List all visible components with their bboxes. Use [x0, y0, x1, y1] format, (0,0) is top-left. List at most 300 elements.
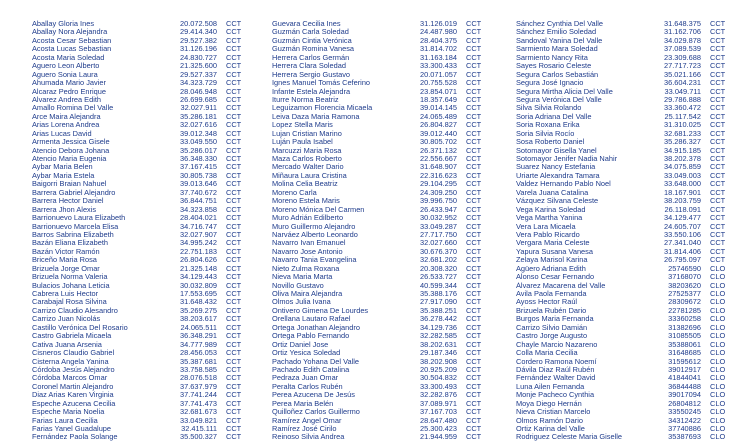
- category-code: CCT: [226, 381, 242, 391]
- list-row: [272, 290, 498, 298]
- person-name: Ontivero Gimena De Lourdes: [272, 306, 369, 315]
- list-row: [516, 433, 730, 441]
- category-code: CCT: [466, 390, 482, 400]
- list-row: [32, 231, 258, 239]
- document-number: 38.202.378: [664, 154, 701, 163]
- document-number: 32.681.673: [180, 407, 217, 417]
- person-name: Guzmán Cintia Verónica: [272, 36, 352, 45]
- person-name: Leiva Daza Maria Ramona: [272, 112, 360, 121]
- person-name: Perea Azucena De Jesús: [272, 391, 355, 400]
- person-name: Diaz Arias Karen Virginia: [32, 391, 114, 400]
- list-row: [32, 88, 258, 96]
- list-column-2: [272, 20, 498, 442]
- person-name: Pachado Yohana Del Valle: [272, 357, 359, 366]
- category-code: CCT: [226, 78, 242, 88]
- person-name: Brizuela Rubén Dario: [516, 306, 587, 315]
- category-code: CCT: [226, 356, 242, 366]
- category-code: CLO: [710, 390, 726, 400]
- category-code: CCT: [466, 356, 482, 366]
- person-name: Carrizo Silvio Damián: [516, 323, 588, 332]
- category-code: CCT: [466, 196, 482, 206]
- person-name: Navarro Ivan Emanuel: [272, 239, 346, 248]
- category-code: CCT: [466, 179, 482, 189]
- category-code: CCT: [710, 187, 726, 197]
- person-name: Pedraza Juan Omar: [272, 374, 339, 383]
- document-number: 38203620: [668, 280, 701, 290]
- document-number: 28.046.948: [180, 86, 217, 96]
- category-code: CCT: [466, 398, 482, 408]
- list-row: [32, 71, 258, 79]
- list-row: [32, 189, 258, 197]
- person-name: Quilloñez Carlos Guillermo: [272, 408, 360, 417]
- person-name: Sánchez Emilio Soledad: [516, 28, 597, 37]
- list-row: [272, 20, 498, 28]
- person-name: Sánchez Cynthia Del Valle: [516, 20, 603, 28]
- category-code: CCT: [466, 35, 482, 45]
- person-name: Silva Silvia Rolando: [516, 104, 582, 113]
- list-row: [32, 358, 258, 366]
- document-number: 22.556.667: [420, 154, 457, 163]
- person-name: Burgos Maria Fernanda: [516, 315, 594, 324]
- person-name: Marcuzzi Maria Rosa: [272, 146, 342, 155]
- list-row: [32, 408, 258, 416]
- document-number: 39.013.646: [180, 179, 217, 189]
- document-number: 38.202.631: [420, 339, 457, 349]
- list-row: [272, 180, 498, 188]
- person-name: Mercado Walter Dario: [272, 163, 344, 172]
- list-row: [272, 71, 498, 79]
- document-number: 37.741.473: [180, 398, 217, 408]
- document-number: 33.049.003: [664, 170, 701, 180]
- person-name: Arce Maira Alejandra: [32, 112, 101, 121]
- list-row: [272, 383, 498, 391]
- list-row: [272, 341, 498, 349]
- person-name: Arias Lorena Andrea: [32, 121, 100, 130]
- document-number: 26.795.097: [664, 255, 701, 265]
- document-number: 27.341.040: [664, 238, 701, 248]
- person-name: Coronel Martin Alejandro: [32, 382, 114, 391]
- category-code: CCT: [466, 61, 482, 71]
- category-code: CCT: [466, 19, 482, 28]
- list-row: [32, 172, 258, 180]
- person-name: Herrera Carlos Germán: [272, 53, 350, 62]
- list-row: [32, 62, 258, 70]
- list-row: [272, 96, 498, 104]
- person-name: Sotomayor Gisella Yanel: [516, 146, 597, 155]
- category-code: CLO: [710, 289, 726, 298]
- document-number: 20.755.528: [420, 78, 457, 88]
- category-code: CCT: [226, 229, 242, 239]
- document-number: 24.065.511: [180, 322, 217, 332]
- list-row: [32, 239, 258, 247]
- category-code: CCT: [226, 196, 242, 206]
- document-number: 37.089.971: [420, 398, 457, 408]
- person-name: Bazán Victor Ramón: [32, 247, 100, 256]
- document-number: 41844041: [668, 373, 701, 383]
- document-number: 36.348.330: [180, 154, 217, 163]
- category-code: CCT: [226, 52, 242, 62]
- person-name: Cativa Juana Arsenia: [32, 340, 102, 349]
- category-code: CCT: [710, 52, 726, 62]
- list-row: [32, 256, 258, 264]
- category-code: CCT: [710, 111, 726, 121]
- list-row: [272, 231, 498, 239]
- person-name: Acosta Cesar Sebastian: [32, 36, 112, 45]
- document-number: 31085505: [668, 331, 701, 341]
- document-number: 32.282.585: [420, 331, 457, 341]
- list-row: [32, 332, 258, 340]
- person-name: Segura Carlos Sebastián: [516, 70, 599, 79]
- document-number: 34.915.185: [664, 145, 701, 155]
- document-number: 34.323.858: [180, 204, 217, 214]
- category-code: CCT: [466, 407, 482, 417]
- person-name: Uriarte Alexandra Tamara: [516, 171, 600, 180]
- list-row: [32, 425, 258, 433]
- person-name: Moreno Estela Maris: [272, 197, 340, 206]
- document-number: 25.300.423: [420, 424, 457, 433]
- document-number: 27.717.750: [420, 229, 457, 239]
- document-number: 31.126.019: [420, 19, 457, 28]
- list-row: [272, 408, 498, 416]
- document-number: 29.414.340: [180, 27, 217, 37]
- list-row: [272, 349, 498, 357]
- list-row: [32, 138, 258, 146]
- category-code: CCT: [466, 272, 482, 282]
- person-name: Molina Celia Beatriz: [272, 180, 338, 189]
- person-name: Ortiz Daniel Jose: [272, 340, 329, 349]
- list-row: [32, 28, 258, 36]
- document-number: 27.917.090: [420, 297, 457, 307]
- category-code: CCT: [710, 120, 726, 130]
- list-row: [32, 433, 258, 441]
- document-number: 37.089.539: [664, 44, 701, 54]
- list-row: [272, 121, 498, 129]
- category-code: CCT: [466, 305, 482, 315]
- category-code: CCT: [466, 213, 482, 223]
- person-name: Dávila Diaz Raúl Rubén: [516, 365, 595, 374]
- person-name: Bulacios Johana Leticia: [32, 281, 110, 290]
- list-row: [272, 248, 498, 256]
- person-name: Bazán Eliana Elizabeth: [32, 239, 109, 248]
- category-code: CLO: [710, 356, 726, 366]
- category-code: CCT: [710, 27, 726, 37]
- document-number: 37.167.415: [180, 162, 217, 172]
- category-code: CCT: [226, 154, 242, 163]
- document-number: 34.075.859: [664, 162, 701, 172]
- document-number: 33360258: [668, 314, 701, 324]
- person-name: Moya Diego Hernán: [516, 399, 582, 408]
- person-name: Brizuela Norma Valeria: [32, 273, 108, 282]
- list-row: [272, 239, 498, 247]
- document-number: 35387693: [668, 432, 701, 442]
- list-row: [272, 155, 498, 163]
- category-code: CLO: [710, 305, 726, 315]
- person-name: Vega Martha Yanina: [516, 214, 583, 223]
- list-row: [32, 96, 258, 104]
- person-name: Cisneros Claudio Gabriel: [32, 349, 115, 358]
- person-name: Olmos Ramón Dario: [516, 416, 583, 425]
- document-number: 30.805.738: [180, 170, 217, 180]
- category-code: CCT: [226, 348, 242, 358]
- document-number: 34.323.729: [180, 78, 217, 88]
- document-number: 27525377: [668, 289, 701, 298]
- document-number: 21.325.600: [180, 61, 217, 71]
- document-number: 39.014.145: [420, 103, 457, 113]
- category-code: CCT: [710, 86, 726, 96]
- document-number: 31.648.375: [664, 19, 701, 28]
- category-code: CCT: [466, 187, 482, 197]
- list-row: [272, 138, 498, 146]
- person-name: Miñaura Laura Cristina: [272, 171, 347, 180]
- list-row: [272, 79, 498, 87]
- document-number: 28.456.053: [180, 348, 217, 358]
- document-number: 31.310.025: [664, 120, 701, 130]
- document-number: 33.049.821: [180, 415, 217, 425]
- person-name: Ayoss Hector Raúl: [516, 298, 578, 307]
- category-code: CLO: [710, 424, 726, 433]
- list-row: [272, 332, 498, 340]
- document-number: 29.187.346: [420, 348, 457, 358]
- person-name: Novillo Gustavo: [272, 281, 324, 290]
- person-name: Valdez Hernando Pablo Noel: [516, 180, 611, 189]
- person-name: Ahumada Mario Javier: [32, 79, 106, 88]
- list-row: [32, 290, 258, 298]
- person-name: Vergara Maria Celeste: [516, 239, 590, 248]
- document-number: 37.740.672: [180, 187, 217, 197]
- document-number: 21.944.959: [420, 432, 457, 442]
- person-name: Nieva Cristian Marcelo: [516, 408, 591, 417]
- list-row: [272, 62, 498, 70]
- person-name: Muro Guillermo Alejandro: [272, 222, 356, 231]
- list-row: [32, 349, 258, 357]
- category-code: CCT: [466, 238, 482, 248]
- person-name: Barrionuevo Marcela Elisa: [32, 222, 119, 231]
- document-number: 28.404.375: [420, 35, 457, 45]
- document-number: 34.995.242: [180, 238, 217, 248]
- person-name: Barrionuevo Laura Elizabeth: [32, 214, 126, 223]
- category-code: CCT: [466, 263, 482, 273]
- person-name: Barrera Gabriel Alejandro: [32, 188, 116, 197]
- category-code: CCT: [710, 213, 726, 223]
- person-name: Muro Adrián Edilberto: [272, 214, 344, 223]
- document-number: 26804812: [668, 398, 701, 408]
- document-number: 33.648.000: [664, 179, 701, 189]
- person-name: Vera Lara Micaela: [516, 222, 576, 231]
- category-code: CCT: [226, 432, 242, 442]
- category-code: CCT: [466, 69, 482, 79]
- document-number: 35.388.251: [420, 305, 457, 315]
- document-number: 22.316.623: [420, 170, 457, 180]
- list-row: [272, 256, 498, 264]
- document-number: 26.533.727: [420, 272, 457, 282]
- person-name: Aybar Maria Belen: [32, 163, 93, 172]
- category-code: CCT: [466, 162, 482, 172]
- document-number: 35.388.176: [420, 289, 457, 298]
- category-code: CCT: [710, 204, 726, 214]
- category-code: CCT: [466, 424, 482, 433]
- list-row: [32, 130, 258, 138]
- person-name: Yapura Susana Vanesa: [516, 247, 593, 256]
- list-row: [272, 391, 498, 399]
- person-name: Cordero Ramona Noemí: [516, 357, 597, 366]
- person-name: Ortiz Yesica Soledad: [272, 349, 341, 358]
- document-number: 40.599.344: [420, 280, 457, 290]
- document-number: 36.348.291: [180, 331, 217, 341]
- person-name: Segura José Ignacio: [516, 79, 584, 88]
- person-name: Ortega Jonathan Alejandro: [272, 323, 360, 332]
- category-code: CLO: [710, 407, 726, 417]
- category-code: CCT: [226, 246, 242, 256]
- document-number: 38.203.617: [180, 314, 217, 324]
- category-code: CCT: [710, 162, 726, 172]
- list-row: [32, 37, 258, 45]
- category-code: CCT: [226, 322, 242, 332]
- person-name: Luna Ailen Fernanda: [516, 382, 585, 391]
- document-number: 31.814.406: [664, 246, 701, 256]
- person-name: Olmos Julia Ivana: [272, 298, 331, 307]
- person-name: Fernández Paola Solange: [32, 433, 118, 442]
- document-number: 39.996.750: [420, 196, 457, 206]
- person-name: Alvarez Andrea Edith: [32, 95, 102, 104]
- person-name: Ortiz Karina del Valle: [516, 425, 585, 433]
- category-code: CCT: [226, 61, 242, 71]
- document-number: 33.049.550: [180, 137, 217, 147]
- category-code: CCT: [226, 19, 242, 28]
- category-code: CCT: [226, 407, 242, 417]
- category-code: CCT: [226, 314, 242, 324]
- category-code: CCT: [226, 221, 242, 231]
- category-code: CCT: [226, 69, 242, 79]
- category-code: CCT: [710, 221, 726, 231]
- document-number: 37.637.979: [180, 381, 217, 391]
- category-code: CCT: [466, 52, 482, 62]
- person-name: Atencio Maria Eugenia: [32, 155, 107, 163]
- list-row: [272, 315, 498, 323]
- person-name: Vázquez Silvana Celeste: [516, 197, 599, 206]
- person-name: Aballay Nora Alejandra: [32, 28, 108, 37]
- category-code: CCT: [226, 86, 242, 96]
- person-name: Guzmán Carla Soledad: [272, 28, 349, 37]
- category-code: CLO: [710, 280, 726, 290]
- list-column-1: [32, 20, 258, 442]
- category-code: CCT: [466, 280, 482, 290]
- list-row: [272, 298, 498, 306]
- person-name: Oliva Maira Alejandra: [272, 290, 343, 298]
- list-row: [272, 113, 498, 121]
- document-number: 31.814.702: [420, 44, 457, 54]
- category-code: CCT: [226, 162, 242, 172]
- category-code: CCT: [710, 69, 726, 79]
- list-row: [32, 341, 258, 349]
- category-code: CLO: [710, 314, 726, 324]
- list-row: [272, 366, 498, 374]
- category-code: CCT: [226, 238, 242, 248]
- document-number: 35.500.327: [180, 432, 217, 442]
- document-number: 28.647.480: [420, 415, 457, 425]
- document-number: 30.032.809: [180, 280, 217, 290]
- category-code: CLO: [710, 297, 726, 307]
- person-name: Navarro Jose Antonio: [272, 247, 343, 256]
- document-number: 29.527.382: [180, 35, 217, 45]
- document-number: 21.325.148: [180, 263, 217, 273]
- person-name: Maza Carlos Roberto: [272, 155, 342, 163]
- document-number: 35.387.681: [180, 356, 217, 366]
- category-code: CCT: [226, 424, 242, 433]
- list-row: [272, 189, 498, 197]
- person-name: Alonso Cesar Fernando: [516, 273, 595, 282]
- person-name: Acosta Maria Soledad: [32, 53, 105, 62]
- category-code: CCT: [466, 120, 482, 130]
- category-code: CCT: [226, 272, 242, 282]
- document-number: 20.072.508: [180, 19, 217, 28]
- document-number: 17.553.695: [180, 289, 217, 298]
- list-row: [32, 180, 258, 188]
- document-number: 26.433.947: [420, 204, 457, 214]
- person-name: Vega Karina Soledad: [516, 205, 586, 214]
- person-name: Aguero Sonia Laura: [32, 70, 98, 79]
- category-code: CCT: [226, 187, 242, 197]
- list-row: [272, 223, 498, 231]
- document-number: 32.027.911: [180, 103, 217, 113]
- list-row: [272, 88, 498, 96]
- category-code: CCT: [226, 27, 242, 37]
- category-code: CCT: [226, 94, 242, 104]
- person-name: Monje Pacheco Cynthia: [516, 391, 595, 400]
- person-name: Herrera Sergio Gustavo: [272, 70, 351, 79]
- category-code: CCT: [466, 221, 482, 231]
- person-name: Zelaya Marisol Karina: [516, 256, 588, 265]
- person-name: Infante Estela Alejandra: [272, 87, 351, 96]
- person-name: Castro Gabriela Micaela: [32, 332, 112, 341]
- category-code: CCT: [466, 103, 482, 113]
- document-number: 26.699.685: [180, 94, 217, 104]
- category-code: CCT: [710, 19, 726, 28]
- list-row: [32, 324, 258, 332]
- list-row: [32, 417, 258, 425]
- document-number: 36.844.751: [180, 196, 217, 206]
- document-number: 36844488: [668, 381, 701, 391]
- list-row: [272, 425, 498, 433]
- category-code: CCT: [466, 137, 482, 147]
- document-number: 33.758.585: [180, 364, 217, 374]
- list-row: [272, 273, 498, 281]
- document-number: 18.357.649: [420, 94, 457, 104]
- person-name: Guzmán Romina Vanesa: [272, 45, 355, 54]
- person-name: Carrizo Juan Nicolás: [32, 315, 101, 324]
- document-number: 22.751.183: [180, 246, 217, 256]
- category-code: CCT: [466, 255, 482, 265]
- category-code: CCT: [226, 44, 242, 54]
- document-number: 37.167.703: [420, 407, 457, 417]
- category-code: CLO: [710, 339, 726, 349]
- document-number: 34312422: [668, 415, 701, 425]
- document-number: 39.012.440: [420, 128, 457, 138]
- category-code: CCT: [226, 331, 242, 341]
- person-name: Ortega Pablo Fernando: [272, 332, 350, 341]
- document-number: 32.681.202: [420, 255, 457, 265]
- category-code: CCT: [466, 94, 482, 104]
- list-row: [272, 433, 498, 441]
- category-code: CCT: [226, 170, 242, 180]
- category-code: CCT: [226, 204, 242, 214]
- category-code: CCT: [466, 373, 482, 383]
- list-row: [32, 366, 258, 374]
- list-row: [272, 214, 498, 222]
- document-number: 26.804.626: [180, 255, 217, 265]
- person-name: Rodriguez Celeste Maria Giselle: [516, 433, 622, 442]
- person-name: Colla Maria Cecilia: [516, 349, 578, 358]
- person-name: Segura Verónica Del Valle: [516, 95, 602, 104]
